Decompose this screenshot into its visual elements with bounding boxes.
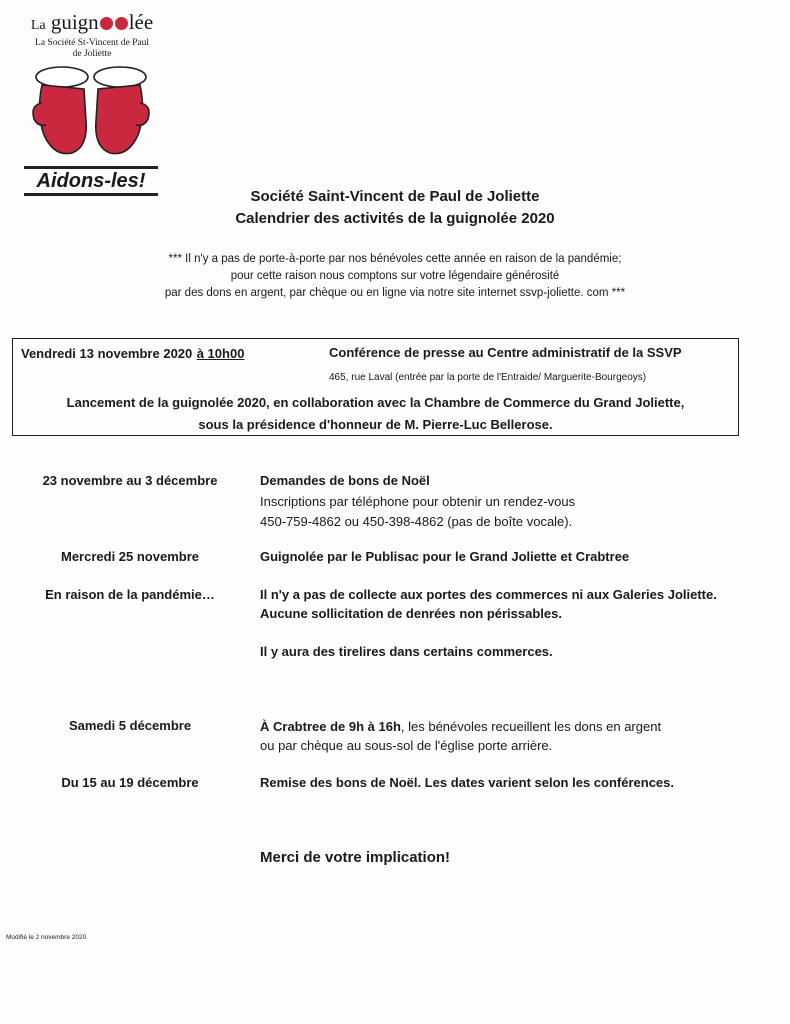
mittens-icon xyxy=(28,63,156,163)
launch-address: 465, rue Laval (entrée par la porte de l'Entraide/ Marguerite-Bourgeoys) xyxy=(329,372,647,383)
notice-line: *** Il n'y a pas de porte-à-porte par nos bénévoles cette année en raison de la pandémie; xyxy=(168,253,622,265)
footer-note: Modifié le 2 novembre 2020 xyxy=(6,934,87,941)
schedule-date: Mercredi 25 novembre xyxy=(60,549,199,564)
ornament-icon xyxy=(100,17,113,30)
schedule-detail: Inscriptions par téléphone pour obtenir un rendez-vous xyxy=(260,494,576,509)
logo-subtitle: La Société St-Vincent de Paul de Joliette xyxy=(35,38,149,59)
schedule-title: Guignolée par le Publisac pour le Grand Joliette et Crabtree xyxy=(260,549,630,564)
launch-description: Lancement de la guignolée 2020, en collaboration avec la Chambre de Commerce du Grand Joliette, xyxy=(66,395,685,410)
schedule-detail: Il y aura des tirelires dans certains commerces. xyxy=(260,644,553,659)
schedule-detail: À Crabtree de 9h à 16h, les bénévoles recueillent les dons en argent xyxy=(260,719,662,734)
ornament-icon xyxy=(115,17,128,30)
schedule-detail: ou par chèque au sous-sol de l'église porte arrière. xyxy=(260,738,553,753)
schedule-title: Demandes de bons de Noël xyxy=(260,473,430,488)
schedule-date: En raison de la pandémie… xyxy=(45,587,215,602)
schedule-date: Du 15 au 19 décembre xyxy=(61,775,199,790)
notice-line: par des dons en argent, par chèque ou en ligne via notre site internet ssvp-joliette. com *** xyxy=(164,287,626,299)
schedule-detail: 450-759-4862 ou 450-398-4862 (pas de boîte vocale). xyxy=(260,514,573,529)
logo-title: La guign lée xyxy=(30,10,154,34)
page-title: Société Saint-Vincent de Paul de Joliette xyxy=(250,188,540,205)
schedule-date: Samedi 5 décembre xyxy=(68,718,192,733)
launch-box xyxy=(12,338,739,436)
logo-slogan: Aidons-les! xyxy=(24,166,158,196)
schedule-detail: Il n'y a pas de collecte aux portes des commerces ni aux Galeries Joliette. xyxy=(260,587,717,602)
closing-message: Merci de votre implication! xyxy=(260,849,451,866)
launch-description: sous la présidence d'honneur de M. Pierre-Luc Bellerose. xyxy=(198,417,553,432)
logo xyxy=(22,8,162,192)
page-subtitle: Calendrier des activités de la guignolée 2020 xyxy=(235,210,555,227)
schedule-date: 23 novembre au 3 décembre xyxy=(42,473,218,488)
launch-date: Vendredi 13 novembre 2020 à 10h00 xyxy=(21,346,245,361)
notice-line: pour cette raison nous comptons sur votre légendaire générosité xyxy=(230,270,560,282)
schedule-title: Remise des bons de Noël. Les dates varient selon les conférences. xyxy=(260,775,674,790)
schedule-detail: Aucune sollicitation de denrées non périssables. xyxy=(260,606,562,621)
launch-event: Conférence de presse au Centre administratif de la SSVP xyxy=(329,345,682,360)
